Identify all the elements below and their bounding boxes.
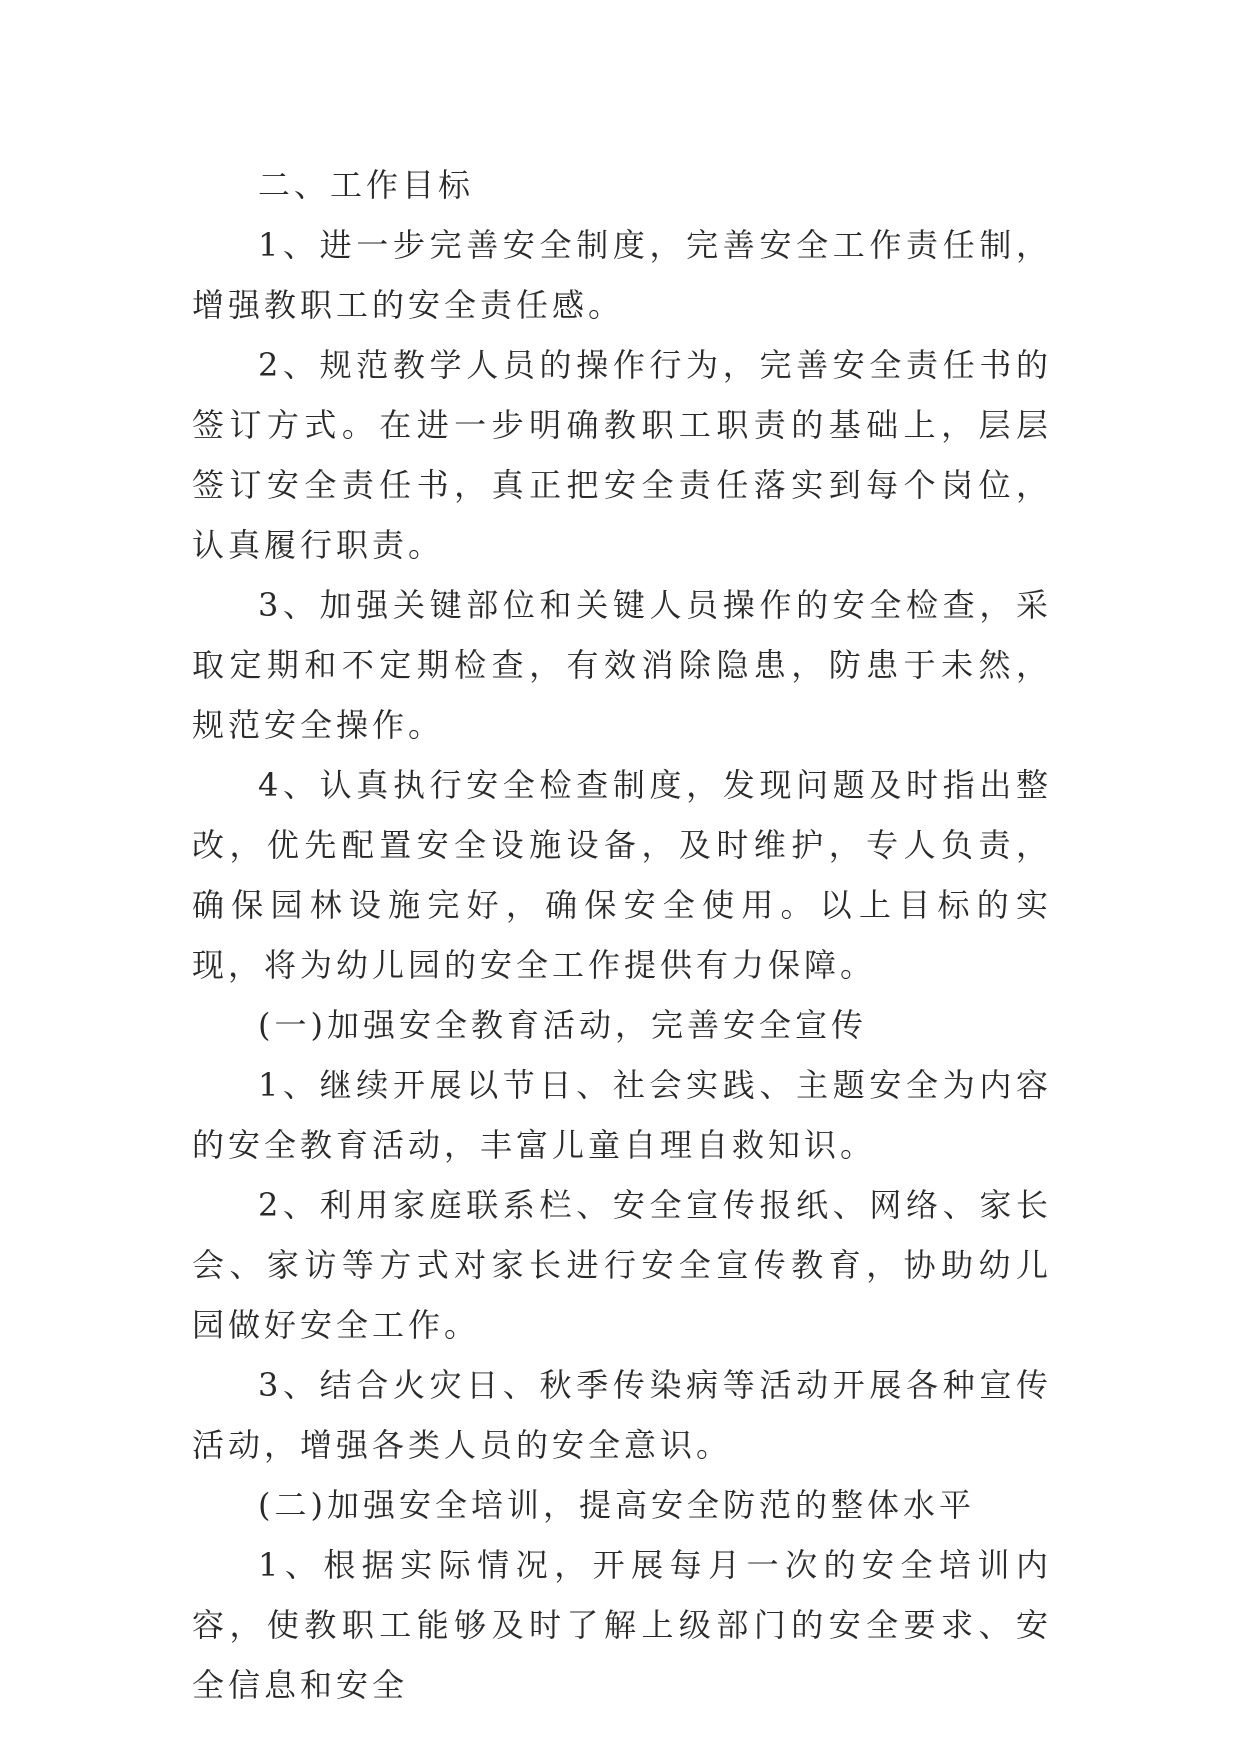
subsection-heading-2: (二)加强安全培训，提高安全防范的整体水平 xyxy=(258,1486,975,1524)
subsection-1-item-3: 3、结合火灾日、秋季传染病等活动开展各种宣传活动，增强各类人员的安全意识。 xyxy=(192,1366,1052,1464)
subsection-1-item-2: 2、利用家庭联系栏、安全宣传报纸、网络、家长会、家访等方式对家长进行安全宣传教育，协助幼儿园做好安全工作。 xyxy=(192,1186,1052,1344)
section-heading-work-goals: 二、工作目标 xyxy=(258,166,475,204)
goal-item-4: 4、认真执行安全检查制度，发现问题及时指出整改，优先配置安全设施设备，及时维护，专人负责，确保园林设施完好，确保安全使用。以上目标的实现，将为幼儿园的安全工作提供有力保障。 xyxy=(192,766,1052,984)
subsection-1-item-1: 1、继续开展以节日、社会实践、主题安全为内容的安全教育活动，丰富儿童自理自救知识。 xyxy=(192,1066,1052,1164)
subsection-heading-1: (一)加强安全教育活动，完善安全宣传 xyxy=(258,1006,867,1044)
goal-item-1: 1、进一步完善安全制度，完善安全工作责任制，增强教职工的安全责任感。 xyxy=(192,226,1052,324)
document-body xyxy=(192,155,1052,1715)
goal-item-2: 2、规范教学人员的操作行为，完善安全责任书的签订方式。在进一步明确教职工职责的基础上，层层签订安全责任书，真正把安全责任落实到每个岗位，认真履行职责。 xyxy=(192,346,1052,564)
goal-item-3: 3、加强关键部位和关键人员操作的安全检查，采取定期和不定期检查，有效消除隐患，防患于未然，规范安全操作。 xyxy=(192,586,1052,744)
subsection-2-item-1: 1、根据实际情况，开展每月一次的安全培训内容，使教职工能够及时了解上级部门的安全要求、安全信息和安全 xyxy=(192,1546,1052,1704)
